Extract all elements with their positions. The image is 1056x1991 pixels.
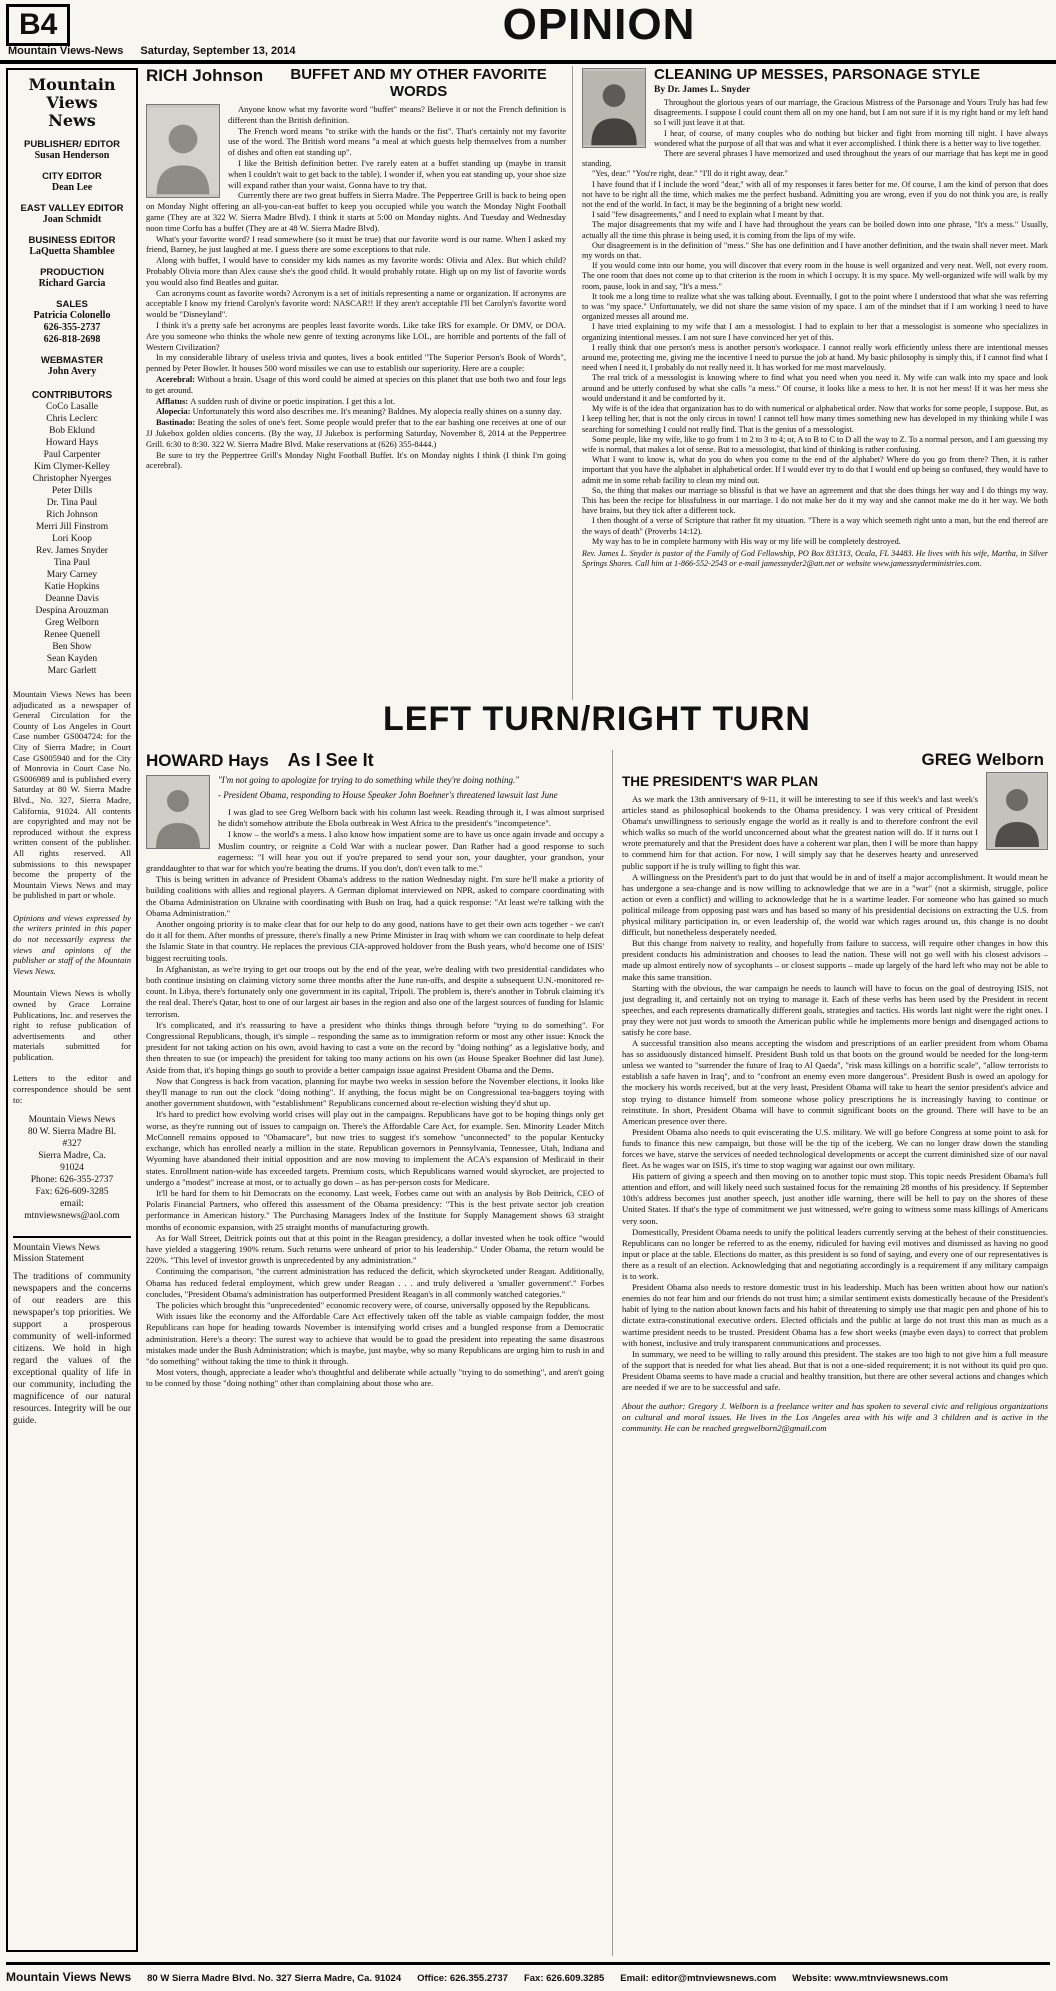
contributor-name: Marc Garlett <box>47 666 97 676</box>
contributor-name: Ben Show <box>52 642 92 652</box>
letters-note: Letters to the editor and correspondence should be sent to: <box>13 1072 131 1105</box>
staff-role: EAST VALLEY EDITOR <box>20 203 124 214</box>
staff-role: SALES <box>56 299 88 310</box>
contributor-name: Sean Kayden <box>46 654 98 664</box>
paragraph: What's your favorite word? I read somewhere (so it must be true) that our favorite word is our name. When I asked my friend, Barney, he just laughed at me. I guess there are some exceptions to that rule. <box>146 233 566 255</box>
article-johnson <box>146 66 566 700</box>
contributor-name: Katie Hopkins <box>44 582 100 592</box>
staff-name: Joan Schmidt <box>42 214 102 225</box>
paragraph: As for Wall Street, Deitrick points out that at this point in the Reagan presidency, a dollar invested when he took office "would have yielded a staggering 190% return. Such returns were unheard of prior to his leadership." Under Obama, the return would be 220%. "This level of investor growth is unprecedented by any administration." <box>146 1232 604 1266</box>
welborn-photo <box>986 772 1048 850</box>
snyder-body <box>582 98 1048 547</box>
contributor-name: Lori Koop <box>52 534 92 544</box>
welborn-title: THE PRESIDENT'S WAR PLAN <box>622 774 818 789</box>
footer-fax: Fax: 626.609.3285 <box>523 1973 605 1984</box>
paragraph: President Obama also needs to quit eviscerating the U.S. military. We will go before Congress at some point to ask for funds to finance this new campaign, but those will be the tip of the iceberg. We can no longer draw down the standing forces we have, starve the services of needed technological developments or accept the current diminished size of our naval fleet. As he wages war on ISIS, it's time to stop waging war against our own military. <box>622 1126 1048 1171</box>
contributor-name: Christopher Nyerges <box>32 474 112 484</box>
paragraph: Domestically, President Obama needs to unify the political leaders currently serving at the behest of their constituencies. Republicans can no longer be referred to as the enemy, ridiculed for having evil motives and dismissed as having no good input or place at the table. Elections do matter, as this president is so fond of saying, and every one of our representatives is there as a result of an election. Acknowledging that and negotiating accordingly is a requirement if any military campaign is to work. <box>622 1226 1048 1282</box>
contributor-name: Renee Quenell <box>43 630 101 640</box>
address-line: Sierra Madre, Ca. <box>38 1150 106 1161</box>
paragraph: Acerebral: Without a brain. Usage of this word could be aimed at species on this planet that use both two and four legs to get around. <box>146 373 566 395</box>
staff-name: Susan Henderson <box>34 150 110 161</box>
person-silhouette-icon <box>987 773 1047 849</box>
address-line: 91024 <box>60 1162 84 1173</box>
johnson-author-first: RICH <box>146 66 188 85</box>
section-title: OPINION <box>502 0 696 49</box>
paragraph: I hear, of course, of many couples who do nothing but bicker and fight from morning till night. I have always wondered what the purpose of all that was and what it ever accomplished. I think there is a better way to live together. <box>654 128 1048 148</box>
page-number: B4 <box>6 4 70 46</box>
footer-email: Email: editor@mtnviewsnews.com <box>620 1973 777 1984</box>
paragraph: "Yes, dear." "You're right, dear." "I'll do it right away, dear." <box>592 169 788 179</box>
paragraph: If you would come into our home, you will discover that every room in the house is well organized and very neat. Well, not every room. The one room that does not come up to that criterion is the room in which I occupy. It is my space. My well-organized wife will walk by my room, pause, look in and say, "It's a mess." <box>582 261 1048 291</box>
paragraph: Most voters, though, appreciate a leader who's thoughtful and deliberate while actually "trying to do something", and aren't going to be conned by those "doing nothing" other than complaining about those who are. <box>146 1367 604 1389</box>
contributor-name: Rich Johnson <box>46 510 98 520</box>
contributor-name: Paul Carpenter <box>43 450 101 460</box>
address-line: #327 <box>62 1138 82 1149</box>
legal-adjudication: Mountain Views News has been adjudicated as a newspaper of General Circulation for the County of Los Angeles in Court Case number GS004724: for the City of Sierra Madre; in Court Case GS005940 and for the City of Monrovia in Court Case No. GS006989 and is published every Saturday at 80 W. Sierra Madre Blvd., No. 327, Sierra Madre, California, 91024. All contents are copyrighted and may not be reproduced without the express written consent of the publisher. All rights reserved. All submissions to this newspaper become the property of the Mountain Views News and may be published in part or whole. <box>13 689 131 901</box>
contributor-name: Bob Eklund <box>49 426 95 436</box>
welborn-about-author: About the author: Gregory J. Welborn is a freelance writer and has spoken to several civic and religious organizations on cultural and moral issues. He lives in the Los Angeles area with his wife and 3 children and is active in the community. He can be reached gregwelborn2@gmail.com <box>622 1401 1048 1434</box>
address-line: 80 W. Sierra Madre Bl. <box>27 1126 117 1137</box>
contributors-heading: CONTRIBUTORS <box>31 390 113 401</box>
staff-name: Patricia Colonello <box>33 310 111 321</box>
paragraph: It's complicated, and it's reassuring to have a president who thinks things through before "trying to do something". For Congressional Republicans, though, it's simple – responding the same as to immigration reform or most any other issue: Knock the president for not taking action on his own, avoid having to cast a vote on the record by "doing nothing" as a legislative body, and then threaten to sue (or impeach) the president for taking too many actions on his own (as House Speaker Boehner did last June). Aside from that, it's hoping things go south to provide a better campaign issue against President Obama and the Dems. <box>146 1019 604 1075</box>
contributor-name: Dr. Tina Paul <box>46 498 98 508</box>
staff-role: BUSINESS EDITOR <box>28 235 116 246</box>
hays-quote-text: "I'm not going to apologize for trying to do something while they're doing nothing." <box>218 775 520 785</box>
page-footer <box>6 1962 1050 1984</box>
article-welborn <box>612 750 1048 1956</box>
contributor-name: CoCo Lasalle <box>46 402 98 412</box>
paragraph: I was glad to see Greg Welborn back with his column last week. Reading through it, I was almost surprised he didn't somehow attribute the Ebola outbreak in West Africa to the president's "incompetence". <box>218 807 604 829</box>
address-line: email: <box>60 1198 84 1209</box>
staff-name: John Avery <box>47 366 97 377</box>
address-line: Fax: 626-609-3285 <box>35 1186 109 1197</box>
contributor-name: Howard Hays <box>45 438 99 448</box>
paragraph: Afflatus: A sudden rush of divine or poetic inspiration. I get this a lot. <box>156 395 396 406</box>
johnson-author-last: Johnson <box>192 66 264 85</box>
hays-column-name: As I See It <box>287 750 374 770</box>
contributor-name: Deanne Davis <box>45 594 99 604</box>
contributor-name: Mary Carney <box>46 570 98 580</box>
snyder-photo <box>582 68 646 148</box>
contributor-name: Kim Clymer-Kelley <box>33 462 111 472</box>
person-silhouette-icon <box>147 105 219 197</box>
paragraph: I really think that one person's mess is another person's workspace. I cannot really work efficiently unless there are intentional messes around me, protecting me, giving me the incentive I need to pursue the job at hand. My basic philosophy is simply this, if I cannot find what I need when I need it, I probably do not really need it. It has worked for me most marvelously. <box>582 342 1048 373</box>
masthead-line: Views <box>46 93 98 112</box>
staff-role: WEBMASTER <box>40 355 104 366</box>
left-right-turn-banner: LEFT TURN/RIGHT TURN <box>383 700 811 738</box>
paragraph: Some people, like my wife, like to go from 1 to 2 to 3 to 4; or, A to B to C to D all the way to Z. To a normal person, and I am guessing my wife is normal, that makes a lot of sense. But to a messologist, that kind of thinking is rather confusing. <box>582 434 1048 454</box>
staff-role: CITY EDITOR <box>42 171 102 182</box>
sidebar-staff <box>13 139 131 378</box>
paragraph: Starting with the obvious, the war campaign he needs to launch will have to focus on the goal of destroying ISIS, not just degrading it, and certainly not on trying to manage it. Each of these verbs has been used by the President in recent speeches, and each represents dramatically different goals, strategies and tactics. His words last night were the right ones. I pray they were not just words to smooth the American public while he implements more benign and disengaged actions to satisfy he core base. <box>622 982 1048 1037</box>
opinion-disclaimer: Opinions and views expressed by the writers printed in this paper do not necessarily express the views and opinions of the publisher or staff of the Mountain Views News. <box>13 912 131 976</box>
contributor-name: Rev. James Snyder <box>36 546 108 556</box>
hays-photo <box>146 775 210 849</box>
paragraph: Our disagreement is in the definition of "mess." She has one definition and I have another definition, and the twain shall never meet. Mark my words on that. <box>582 240 1048 261</box>
person-silhouette-icon <box>583 69 645 147</box>
welborn-author <box>622 750 1048 770</box>
footer-address: 80 W Sierra Madre Blvd. No. 327 Sierra Madre, Ca. 91024 <box>147 1973 402 1984</box>
paragraph: The major disagreements that my wife and I have had throughout the years can be boiled down into one phrase, "It's a mess." Usually, actually all the time this phrase is being used, it is coming from the lips of my wife. <box>582 220 1048 240</box>
paragraph: In Afghanistan, as we're trying to get our troops out by the end of the year, we're dealing with two presidential candidates who both continue insisting on claiming victory some three months after the June run-offs, and despite a subsequent U.N.-monitored re-count. In Libya, there's fortunately only one government in its capital, Tripoli. The problem is, there's another in Tobruk claiming it's the real deal. There's Qatar, host to one of our largest air bases in the region and also one of the largest sources of funding for Islamic terrorism. <box>146 963 604 1019</box>
paragraph: President Obama also needs to restore domestic trust in his leadership. Much has been written about how our nation's enemies do not fear him and our friends do not trust him; a similar sentiment exists domestically because of the President's habit of lying to the nation about known facts and his habit of threatening to simply use that magic pen and phone of his to dictate extra-constitutional executive orders. Elected officials and the public at large do not trust this man as much as a wartime president needs to be trusted. President Obama has a few short weeks (maybe even days) to correct that problem with honest, inclusive and truly transparent communications and processes. <box>622 1282 1048 1348</box>
masthead-line: Mountain <box>28 75 116 94</box>
sidebar <box>6 68 138 1952</box>
address-line: mtnviewsnews@aol.com <box>24 1210 120 1221</box>
paragraph: It's hard to predict how evolving world crises will play out in the campaigns. Republicans have got to be hoping things only get worse, as they're running out of issues to campaign on. There's the Affordable Care Act, for example. Sen. Minority Leader Mitch McConnell remains opposed to "Obamacare", but now tries to suggest it's somehow "unconnected" to the popular Kentucky exchange, which has enrolled nearly a million in the state. Republican governors in Pennsylvania, Tennessee, Utah, Indiana and Wyoming have abandoned their initial opposition and are now moving to implement the ACA's expansion of Medicaid in their states. Enrollment nation-wide has exceeded targets. Premium costs, which Republicans warned would skyrocket, are projected to undergo a "modest" increase at most, or to actually go down – as has per-person costs for Medicare. <box>146 1109 604 1187</box>
paragraph: Alopecia: Unfortunately this word also describes me. It's meaning? Baldnes. My alopecia really shines on a sunny day. <box>156 406 562 417</box>
staff-role: PUBLISHER/ EDITOR <box>24 139 120 150</box>
hays-author-first: HOWARD <box>146 751 224 770</box>
footer-paper-name: Mountain Views News <box>6 1970 132 1984</box>
johnson-author <box>146 66 263 86</box>
date-bar <box>8 45 310 57</box>
header-rule <box>0 60 1056 64</box>
contributor-name: Tina Paul <box>53 558 91 568</box>
paragraph: It took me a long time to realize what she was talking about. Eventually, I got to the point where I understood that what she was referring to was "my space." Unfortunately, we did not share the same vision of my space. I am of the mindset that if I am working I need to have organized messes all around me. <box>582 291 1048 322</box>
snyder-title: CLEANING UP MESSES, PARSONAGE STYLE <box>654 66 981 83</box>
staff-name: LaQuetta Shamblee <box>29 246 115 257</box>
paragraph: In my considerable library of useless trivia and quotes, lives a book entitled "The Superior Person's Book of Words", penned by Peter Bowler. It houses 500 word missiles we can use to establish our superiority. Here are a couple: <box>146 352 566 374</box>
mission-body: The traditions of community newspapers and the concerns of our readers are this newspaper's top priorities. We support a prosperous community of well-informed citizens. We hold in high regard the values of the exceptional quality of life in our community, including the magnificence of our natural resources. Integrity will be our guide. <box>13 1271 131 1426</box>
paragraph: I said "few disagreements," and I need to explain what I meant by that. <box>592 210 824 220</box>
mission-statement <box>13 1236 131 1427</box>
hays-quote-attribution: - President Obama, responding to House Speaker John Boehner's threatened lawsuit last June <box>218 789 558 800</box>
paragraph: I know – the world's a mess. I also know how impatient some are to have us once again invade and occupy a Muslim country, or reignite a Cold War with a nuclear power. Dan Rather had a good response to such eagerness: "I will hear you out if you're prepared to send your son, your daughter, your grandson, your granddaughter to that war for which you're beating the drums. If you don't, don't even talk to me." <box>146 829 604 874</box>
paragraph: Another ongoing priority is to make clear that for our help to do any good, nations have to get their own acts together - we can't do it all for them. After months of pressure, there's finally a new Prime Minister in Iraq with whom we can coordinate to help defeat the Islamic State in that country. He replaces the previous CIA-approved holdover from the Bush years, who'd become one of ISIS' biggest recruiting tools. <box>146 919 604 963</box>
paragraph: This is being written in advance of President Obama's address to the nation Wednesday night. I'm sure he'll make a priority of building coalitions with allies and regional players. A German diplomat interviewed on NPR, asked to compare coordinating with the Obama Administration on Ukraine with coordinating with Bush on Iraq, had a quick response: "At least we're talking with the Obama Administration." <box>146 874 604 918</box>
johnson-title: BUFFET AND MY OTHER FAVORITE WORDS <box>290 66 547 100</box>
welborn-author-last: Welborn <box>976 750 1044 769</box>
issue-date: Saturday, September 13, 2014 <box>140 45 296 57</box>
paragraph: I think it's a pretty safe bet acronyms are peoples least favorite words. Like take IRS for example. Or DMV, or DOA. Are you someone who thinks the whole new genre of texting acronyms like LOL, are horrible and portents of the fall of Western Civilization? <box>146 319 566 352</box>
staff-role: PRODUCTION <box>40 267 104 278</box>
paragraph: There are several phrases I have memorized and used throughout the years of our marriage that has kept me in good standing. <box>582 149 1048 169</box>
paragraph: In summary, we need to be willing to rally around this president. The stakes are too high to not give him a full measure of the support that is needed for what lies ahead. But that is not a one-sided requirement; it is not without its quid pro quo. President Obama seems to have made a crucial and healthy transition, but there are other several actions and changes which are needed if we are to be successful and safe. <box>622 1348 1048 1392</box>
paragraph: I then thought of a verse of Scripture that rather fit my situation. "There is a way which seemeth right unto a man, but the end thereof are the ways of death" (Proverbs 14:12). <box>582 516 1048 536</box>
paragraph: Anyone know what my favorite word "buffet" means? Believe it or not the French definition is different than the British definition. <box>228 104 566 125</box>
paragraph: But this change from naivety to reality, and hopefully from failure to success, will require other changes in how this president conducts his administration and chooses to lead the nation. These will not go well with his closest advisors – made up almost entirely now of sycophants – or closest supports – made up largely of the hard left who may not be able to make this same transition. <box>622 938 1048 982</box>
paragraph: It'll be hard for them to hit Democrats on the economy. Last week, Forbes came out with an analysis by Bob Deitrick, CEO of Polaris Financial Partners, who offered this assessment of the Obama presidency: "This is the best private sector job creation performance in American history." The Purchasing Managers Index of the Institute for Supply Management shows 63 straight months of economic expansion, with 25 straight months of manufacturing growth. <box>146 1187 604 1232</box>
paragraph: With issues like the economy and the Affordable Care Act effectively taken off the table as viable campaign fodder, the most Republicans can hope for heading towards November is intensifying world crises and a bungled response from a Democratic administration. Here's a theory: The surest way to achieve that would be to goad the president into repeating the same disastrous mistakes made under the Bush Administration; which is maybe, just maybe, why so many Republicans are urging him to rush in and "do something" without taking the time to think it through. <box>146 1311 604 1366</box>
person-silhouette-icon <box>147 776 209 848</box>
masthead-line: News <box>48 111 96 130</box>
paragraph: I have found that if I include the word "dear," with all of my responses it fares better for me. Of course, I am the kind of person that does not have to be right all the time, which makes me the perfect husband. Admitting you are wrong, even if you do not think you are, is really not the end of the world. In fact, it may be the beginning of a bright new world. <box>582 179 1048 210</box>
contributor-name: Greg Welborn <box>45 618 99 628</box>
paragraph: His pattern of giving a speech and then moving on to another topic must stop. This topic needs President Obama's full attention and effort, and will likely need such sustained focus for the remaining 28 months of his presidency. If September 10th's address becomes just another speech, just another idle warning, there will be hell to pay on the shores of these United States. If that's the type of commitment we just witnessed, we're going to witness some mass killings of Americans very soon. <box>622 1171 1048 1226</box>
paper-name: Mountain Views-News <box>8 45 124 57</box>
paragraph: The French word means "to strike with the hands or the fist". That's certainly not my favorite use of the word. The British word means "a meal at which guests help themselves from a number of dishes and often eat standing up". <box>228 125 566 158</box>
paragraph: Be sure to try the Peppertree Grill's Monday Night Football Buffet. It's on Monday nights I think (I think I'm going acerebral). <box>146 449 566 471</box>
footer-office-phone: Office: 626.355.2737 <box>417 1973 508 1984</box>
masthead <box>13 76 131 130</box>
contact-address <box>13 1114 131 1222</box>
welborn-author-first: GREG <box>921 750 972 769</box>
contributor-name: Chris Leclerc <box>46 414 98 424</box>
paragraph: A successful transition also means accepting the wisdom and prescriptions of an earlier president from whom Obama has so assiduously distanced himself. President Bush told us that boots on the ground would be needed for the long-term unless we wanted to "surrender the future of Iraq to Al Qaeda", "risk mass killings on a horrific scale", "allow terrorists to establish a safe haven in Iraq", and to "confront an enemy even more dangerous". President Bush is owed an apology for the mockery his words received, but at the very least, President Obama will take to heart the senior president's advice and stop trying to distance himself from someone whose policy prescriptions he is increasingly having to continue or reinstitute. In short, President Obama will have to commit significant boots on the ground. There will have to be an American presence over there. <box>622 1038 1048 1126</box>
paragraph: Can acronyms count as favorite words? Acronym is a set of initials representing a name or organization. If acronyms are acceptable I know my friend Carolyn's favorite word: NASCAR!! If they aren't acceptable I'll bet Carolyn's favorite word would be "Disneyland". <box>146 287 566 320</box>
hays-header <box>146 750 604 771</box>
staff-name: 626-818-2698 <box>43 334 101 345</box>
paragraph: The real trick of a messologist is knowing where to find what you need when you need it. My wife can walk into my space and look around and be utterly confused by what she calls "a mess." Of course, it looks like a mess to her. It is not her mess! If it was her mess she would understand it and be comforted by it. <box>582 373 1048 403</box>
contributor-name: Peter Dills <box>51 486 93 496</box>
snyder-contact-note: Rev. James L. Snyder is pastor of the Family of God Fellowship, PO Box 831313, Ocala, FL 34483. He lives with his wife, Martha, in Silver Springs Shores. Call him at 1-866-552-2543 or e-mail jamessnyder2@att.net or website www.jamessnyderministries.com. <box>582 548 1048 569</box>
address-line: Phone: 626-355-2737 <box>30 1174 114 1185</box>
hays-body <box>146 807 604 1390</box>
address-line: Mountain Views News <box>28 1114 116 1125</box>
contributor-name: Despina Arouzman <box>35 606 109 616</box>
snyder-byline: By Dr. James L. Snyder <box>654 85 751 95</box>
johnson-photo <box>146 104 220 198</box>
paragraph: I have tried explaining to my wife that I am a messologist. I had to explain to her that a messologist is someone who specializes in organizing intentional messes. I am not sure I have convinced her yet of this. <box>582 322 1048 342</box>
staff-name: Dean Lee <box>51 182 93 193</box>
paragraph: I like the British definition better. I've rarely eaten at a buffet standing up (maybe in transit when I couldn't wait to get back to the table). I wonder if, when you eat standing up, your shoe size will expand rather than your waist. Gonna have to try that. <box>228 157 566 190</box>
welborn-body <box>622 794 1048 1393</box>
paragraph: Continuing the comparison, "the current administration has reduced the deficit, which skyrocketed under Reagan. Additionally, Obama has reduced federal employment, which grew under Reagan . . . and truly delivered a 'smaller government'." Forbes concludes, "President Obama's administration has outperformed President Reagan's in all commonly watched categories." <box>146 1266 604 1299</box>
staff-name: Richard Garcia <box>38 278 106 289</box>
footer-website: Website: www.mtnviewsnews.com <box>792 1973 949 1984</box>
hays-author-last: Hays <box>228 751 269 770</box>
paragraph: Bastinado: Beating the soles of one's feet. Some people would prefer that to the ear bashing one receives at one of our JJ Jukebox golden oldies concerts. (By the way, JJ Jukebox is performing Saturday, November 8, 2014 at the Peppertree Grill. 6:30 to 8:30. 322 W. Sierra Madre Blvd. Make reservations at (626) 355-8444.) <box>146 417 566 449</box>
paragraph: Now that Congress is back from vacation, planning for maybe two weeks in session before the November elections, it looks like they'll manage to run out the clock "doing nothing". If anything, the focus might be on Congressional tea-baggers toying with another government shutdown, with "establishment" Republicans concerned about re-election wishing they'd shut up. <box>146 1075 604 1109</box>
paragraph: As we mark the 13th anniversary of 9-11, it will be interesting to see if this week's and last week's articles stand as philosophical bookends to the Obama presidency. I was very critical of President Obama's unwillingness to seriously engage the world as it really is and to therefore confront the evil which walks so much of the world unconcerned about what the greatest nation will do. If it turns out I wrote prematurely and that the President does have a coherent war plan, then I will be more than happy to commend him for that action. For now, I will simply say that he deserves hearty and unreserved public support if he is truly willing to fight this war. <box>622 794 978 871</box>
paragraph: So, the thing that makes our marriage so blissful is that we have an agreement and that she does things her way and I do things my way. This has been the recipe for blissfulness in our marriage. I do not make her do it my way and she cannot make me do it her way. We both have brains, but they tick after a different tock. <box>582 485 1048 516</box>
paragraph: Along with buffet, I would have to consider my kids names as my favorite words: Olivia and Alex. But which child? Probably Olivia more than Alex cause she's the good child. It would probably rotate. High up on my list of favorite words you would also find Beatles and guitar. <box>146 255 566 287</box>
article-hays <box>146 750 604 1956</box>
article-snyder <box>572 66 1048 700</box>
hays-quote <box>146 775 604 801</box>
paragraph: A willingness on the President's part to do just that would be in and of itself a major accomplishment. It would mean he has undergone a sea-change and is now willing to acknowledge that we are in a "war" (not a skirmish, struggle, police action or even a conflict) and willing to acknowledge that he is a wartime leader. For someone who has gained so much political mileage from opposing past wars and has based so many of his presidential decisions on extracting the U.S. from physical military participation in, or even leadership of, the world war which rages around us, this change is no doubt difficult, but nonetheless desperately needed. <box>622 871 1048 938</box>
paragraph: Throughout the glorious years of our marriage, the Gracious Mistress of the Parsonage and Yours Truly has had few disagreements. I suppose I could count them all on my one hand, but I am not sure if it is my right hand or my left hand so I will just leave it at that. <box>654 98 1048 128</box>
mission-heading: Mountain Views News Mission Statement <box>13 1242 100 1265</box>
ownership-note: Mountain Views News is wholly owned by Grace Lorraine Publications, Inc. and reserves the right to refuse publication of advertisements and other materials submitted for publication. <box>13 988 131 1062</box>
contributor-name: Merri Jill Finstrom <box>35 522 109 532</box>
paragraph: My way has to be in complete harmony with His way or my life will be completely destroyed. <box>592 536 901 546</box>
johnson-header <box>146 66 566 100</box>
contributors-list <box>13 401 131 677</box>
staff-name: 626-355-2737 <box>43 322 101 333</box>
paragraph: The policies which brought this "unprecedented" economic recovery were, of course, universally opposed by the Republicans. <box>156 1299 591 1310</box>
paragraph: Currently there are two great buffets in Sierra Madre. The Peppertree Grill is back to being open on Monday Night offering an all-you-can-eat buffet to keep you occupied while you watch the Monday Night Football game (They are at 322 W. Sierra Madre Blvd). I think it starts at 5:00 on Monday nights. And Tuesday and Wednesday noon time Corfu has a buffet (They are at 48 W. Sierra Madre Blvd). <box>146 190 566 233</box>
paragraph: My wife is of the idea that organization has to do with numerical or alphabetical order. Now that works for some people, I suppose. But, as I keep telling her, that is not the only circus in town! I cannot tell how many times something new has developed in my thinking while I was searching for something I could not really find. That is the genius of a messologist. <box>582 404 1048 434</box>
paragraph: What I want to know is, what do you do when you come to the end of the alphabet? Where do you go from there? Then, it is rather important that you have the alphabet in alphabetical order. If I would ever try to do that I would end up being so confused, they would have to admit me in some rehab facility to clean my mind out. <box>582 455 1048 485</box>
